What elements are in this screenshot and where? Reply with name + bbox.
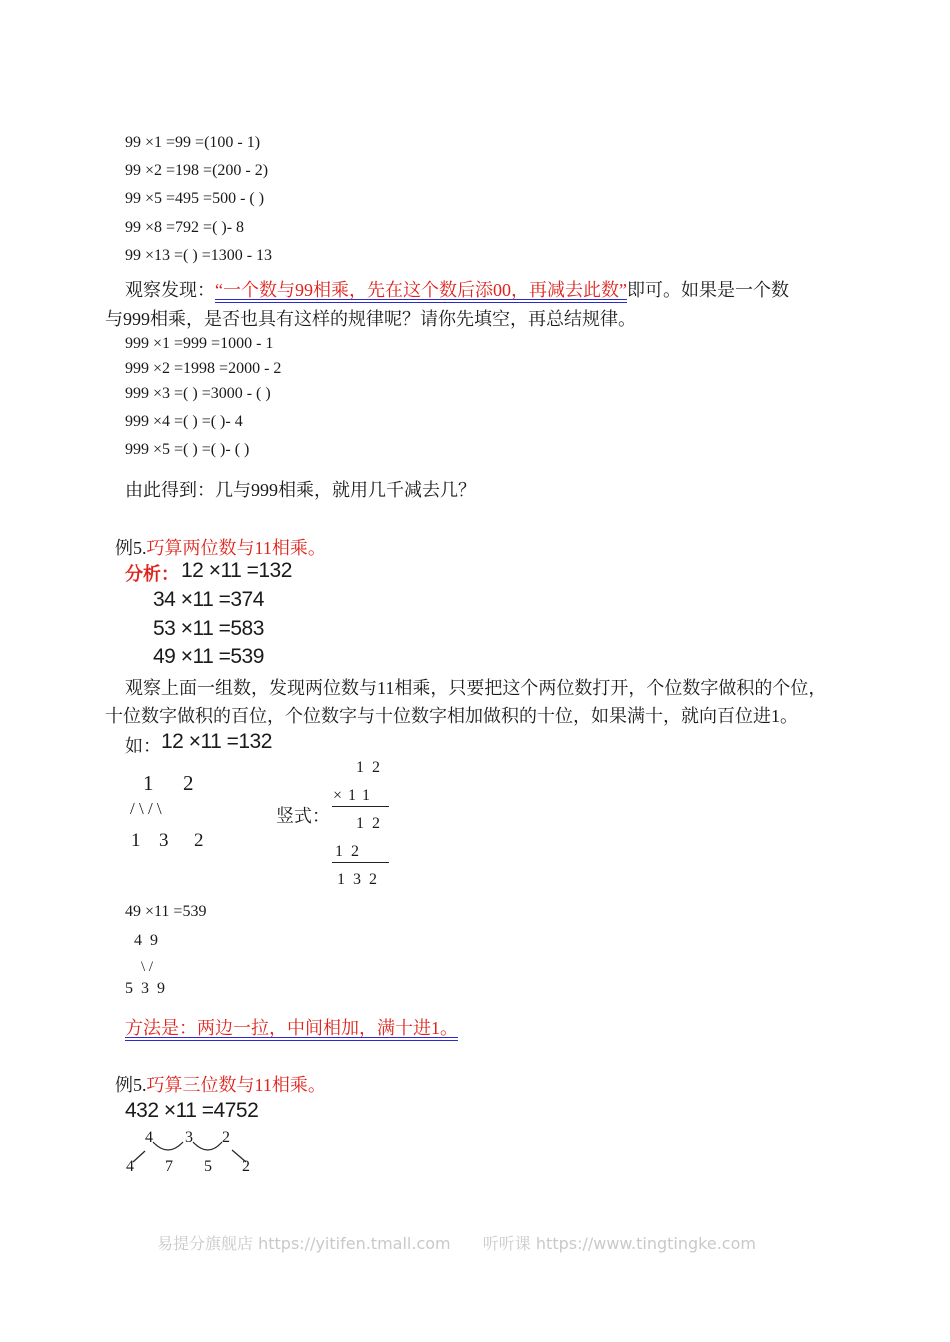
split-49-slashes: \ / (141, 959, 154, 975)
equation-line: 999 ×3 =( ) =3000 - ( ) (125, 385, 271, 402)
vertical-row: × 1 1 (333, 787, 371, 804)
observation-suffix: 即可。如果是一个数 (626, 280, 789, 300)
vertical-row: 1 2 (335, 843, 359, 860)
footer-shop-url[interactable]: https://yitifen.tmall.com (258, 1234, 451, 1253)
example-equation: 432 ×11 =4752 (125, 1099, 259, 1122)
analysis-equation: 34 ×11 =374 (153, 588, 264, 611)
vertical-label: 竖式： (276, 806, 330, 826)
split-49-bottom: 5 3 9 (125, 980, 165, 997)
observation-line2: 与999相乘，是否也具有这样的规律呢？请你先填空，再总结规律。 (105, 309, 636, 329)
vertical-row: 1 3 2 (337, 871, 377, 888)
split-digit-top: 1 (143, 771, 154, 795)
analysis-label: 分析： (125, 564, 179, 584)
example-title: 巧算三位数与11相乘。 (146, 1075, 326, 1095)
example-title: 巧算两位数与11相乘。 (146, 538, 326, 558)
example-label: 例5. (115, 538, 147, 558)
split-digit-top: 2 (183, 771, 194, 795)
split-slashes: / \ / \ (130, 799, 162, 818)
footer-shop-name: 易提分旗舰店 (157, 1234, 254, 1253)
split-digit-bottom: 7 (165, 1158, 173, 1175)
equation-49: 49 ×11 =539 (125, 903, 207, 920)
equation-line: 999 ×4 =( ) =( )- 4 (125, 413, 243, 430)
equation-line: 999 ×2 =1998 =2000 - 2 (125, 360, 282, 377)
analysis-equation: 53 ×11 =583 (153, 617, 264, 640)
explanation-line1: 观察上面一组数，发现两位数与11相乘，只要把这个两位数打开，个位数字做积的个位， (125, 678, 827, 698)
conclusion-text: 由此得到：几与999相乘，就用几千减去几？ (125, 480, 476, 500)
footer-site-name: 听听课 (482, 1234, 531, 1253)
vertical-row: 1 2 (356, 759, 380, 776)
split-digit-bottom: 2 (242, 1158, 250, 1175)
method-summary: 方法是：两边一拉，中间相加，满十进1。 (125, 1018, 458, 1038)
split-digit-top: 2 (222, 1129, 230, 1146)
analysis-equation: 12 ×11 =132 (181, 559, 292, 582)
analysis-equation: 49 ×11 =539 (153, 645, 264, 668)
equation-line: 999 ×5 =( ) =( )- ( ) (125, 441, 250, 458)
split-digit-bottom: 4 (126, 1158, 134, 1175)
example-prefix: 如： (125, 736, 161, 756)
split-digit-bottom: 3 (159, 830, 169, 851)
vertical-row: 1 2 (356, 815, 380, 832)
observation-prefix: 观察发现： (125, 280, 215, 300)
equation-line: 999 ×1 =999 =1000 - 1 (125, 335, 274, 352)
observation-rule: “一个数与99相乘，先在这个数后添00，再减去此数” (215, 280, 627, 300)
equation-line: 99 ×13 =( ) =1300 - 13 (125, 247, 273, 264)
split-digit-bottom: 1 (131, 830, 141, 851)
split-digit-bottom: 5 (204, 1158, 212, 1175)
explanation-line2: 十位数字做积的百位，个位数字与十位数字相加做积的十位，如果满十，就向百位进1。 (105, 706, 798, 726)
split-digit-top: 4 (145, 1129, 153, 1146)
equation-line: 99 ×1 =99 =(100 - 1) (125, 134, 261, 151)
split-digit-top: 3 (185, 1129, 193, 1146)
split-digit-bottom: 2 (194, 830, 204, 851)
footer-watermark (157, 1231, 756, 1254)
equation-line: 99 ×5 =495 =500 - ( ) (125, 190, 265, 207)
example-equation: 12 ×11 =132 (161, 730, 272, 753)
equation-line: 99 ×2 =198 =(200 - 2) (125, 162, 269, 179)
split-49-top: 4 9 (134, 932, 158, 949)
example-label: 例5. (115, 1075, 147, 1095)
footer-site-url[interactable]: https://www.tingtingke.com (535, 1234, 756, 1253)
equation-line: 99 ×8 =792 =( )- 8 (125, 219, 245, 236)
